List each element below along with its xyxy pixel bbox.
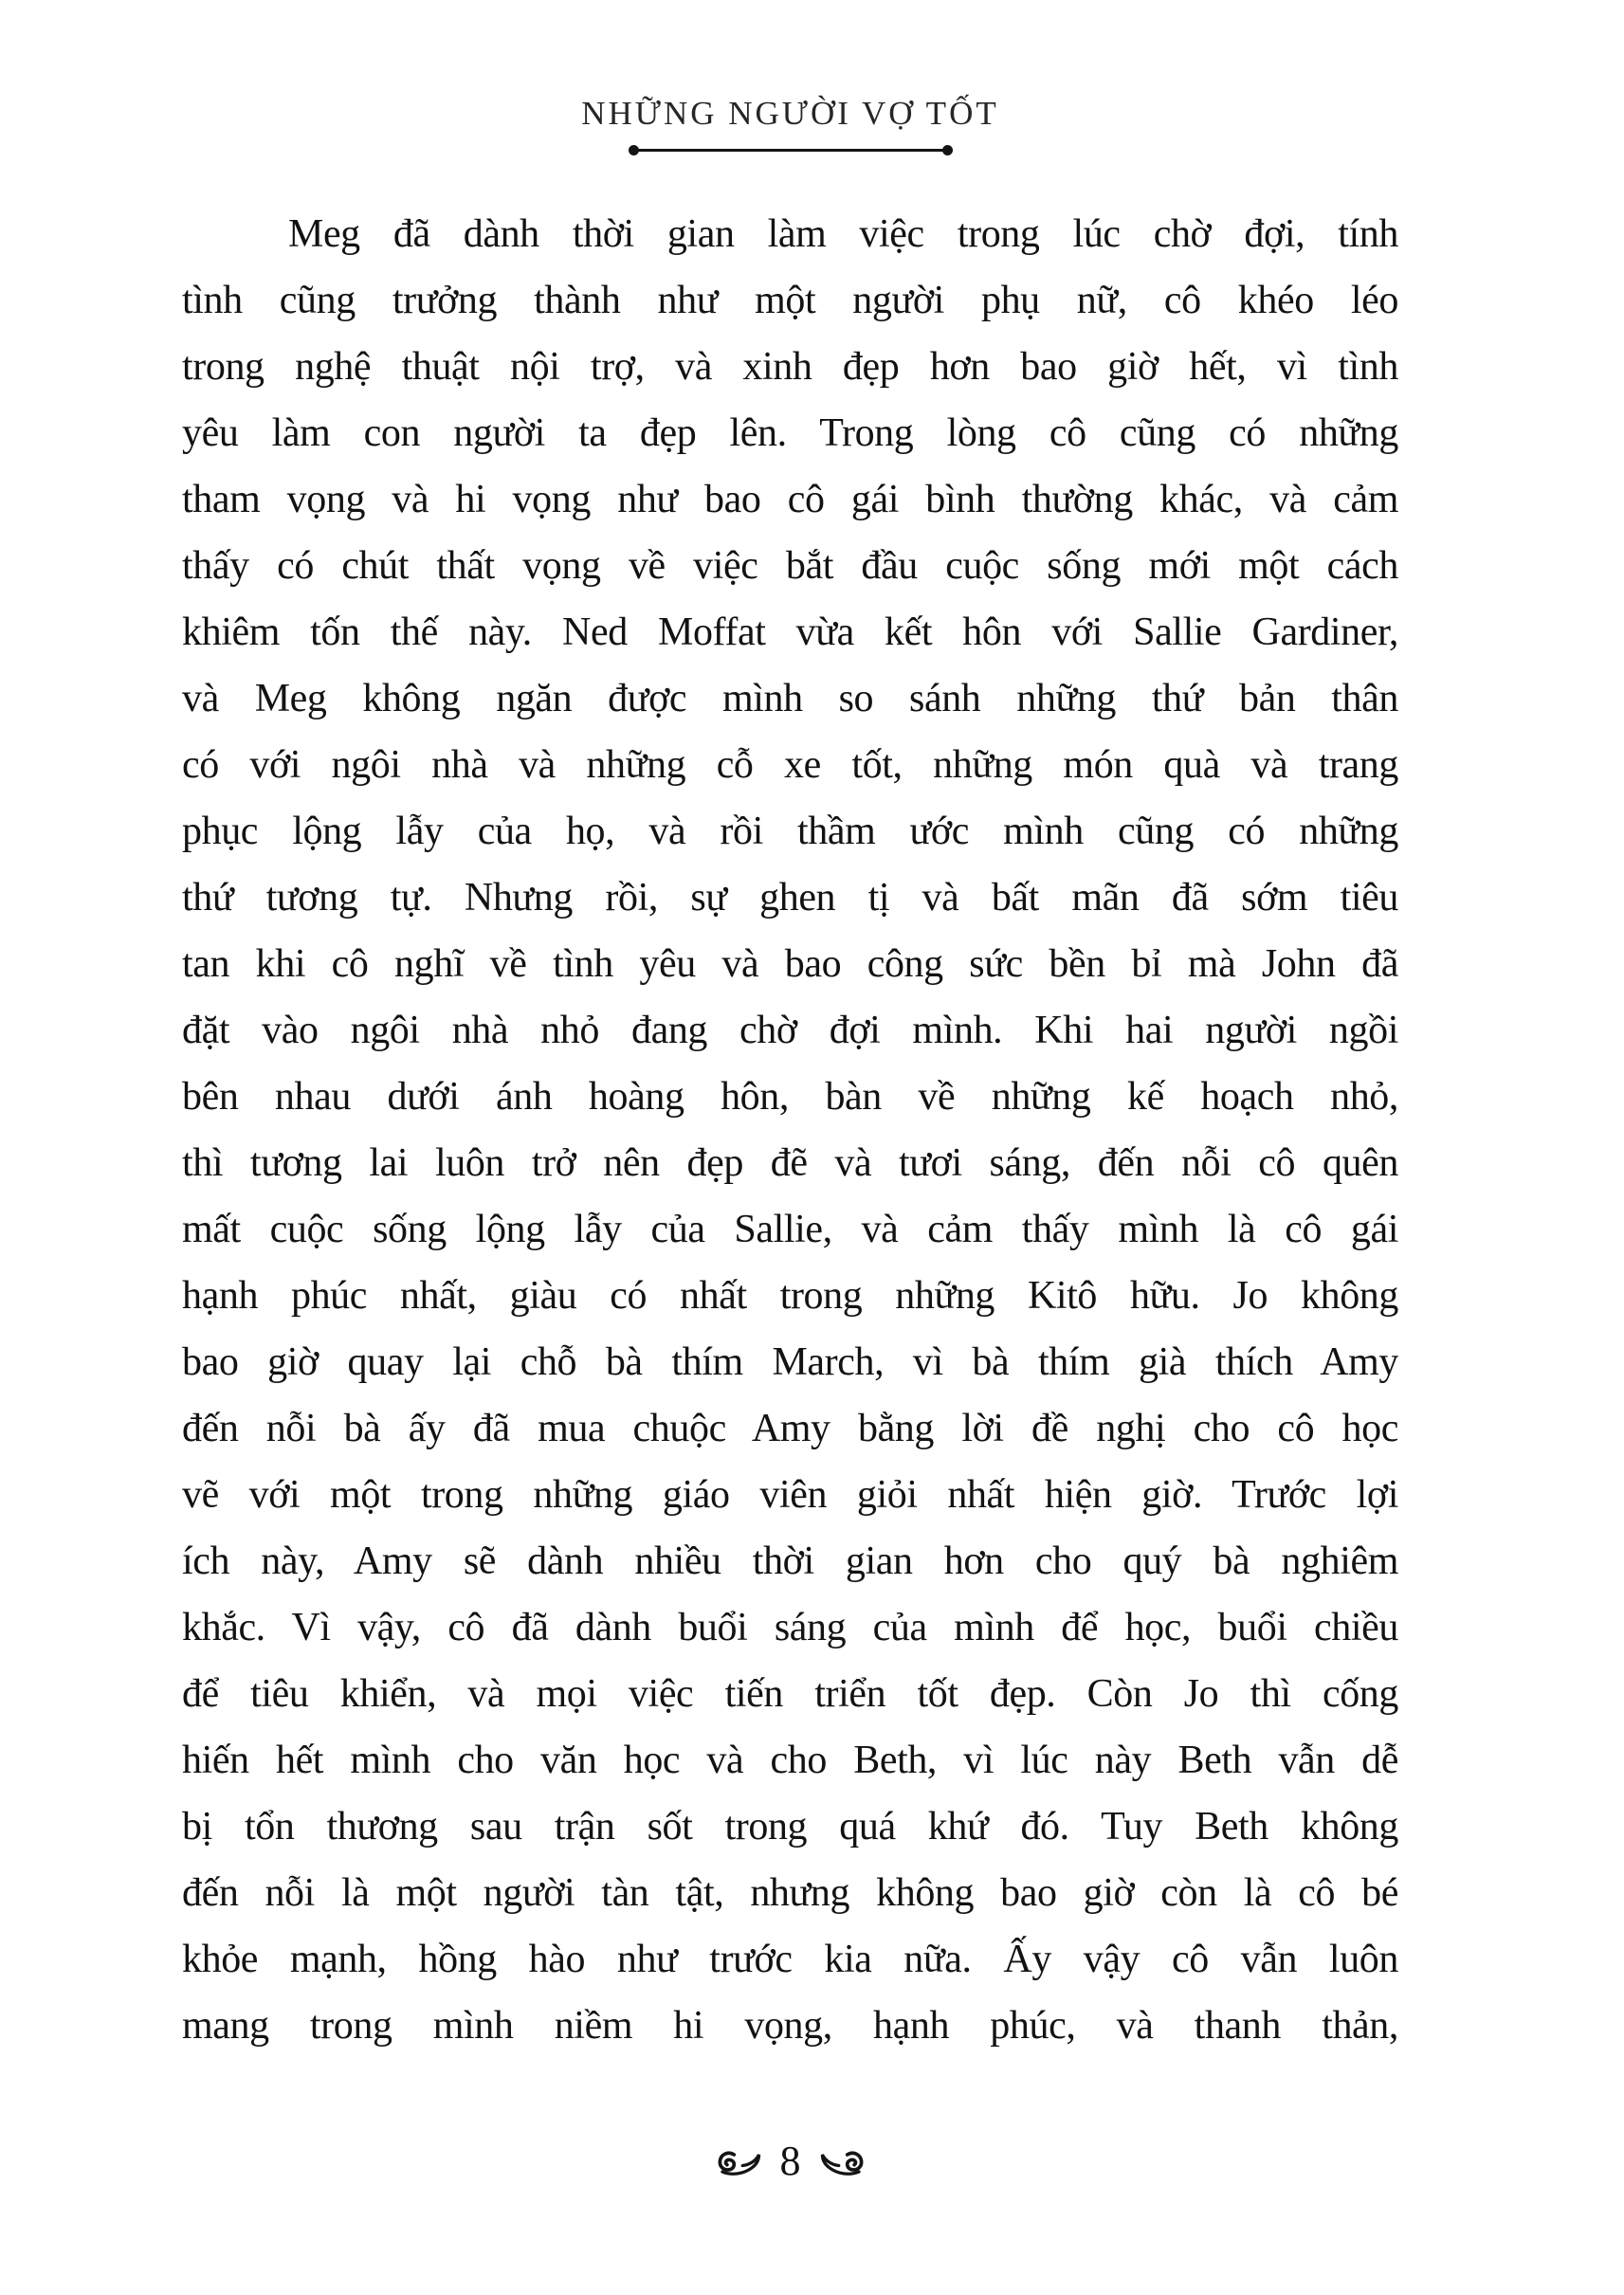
text-line: thấy có chút thất vọng về việc bắt đầu cuộc sống mới một cách	[182, 544, 1398, 588]
text-line: bên nhau dưới ánh hoàng hôn, bàn về những kế hoạch nhỏ,	[182, 1075, 1398, 1119]
text-line: đặt vào ngôi nhà nhỏ đang chờ đợi mình. Khi hai người ngồi	[182, 1009, 1398, 1052]
text-line: và Meg không ngăn được mình so sánh những thứ bản thân	[182, 677, 1398, 720]
text-line: đến nỗi bà ấy đã mua chuộc Amy bằng lời đề nghị cho cô học	[182, 1407, 1398, 1450]
text-line: phục lộng lẫy của họ, và rồi thầm ước mình cũng có những	[182, 810, 1398, 853]
rule-dot-right	[942, 145, 953, 155]
text-line: tình cũng trưởng thành như một người phụ nữ, cô khéo léo	[182, 279, 1398, 322]
text-line: thứ tương tự. Nhưng rồi, sự ghen tị và bất mãn đã sớm tiêu	[182, 876, 1398, 920]
header-rule	[629, 145, 953, 155]
rule-bar	[637, 149, 944, 152]
text-line: ích này, Amy sẽ dành nhiều thời gian hơn cho quý bà nghiêm	[182, 1539, 1398, 1583]
text-line: vẽ với một trong những giáo viên giỏi nhất hiện giờ. Trước lợi	[182, 1473, 1398, 1517]
text-line: để tiêu khiển, và mọi việc tiến triển tốt đẹp. Còn Jo thì cống	[182, 1672, 1398, 1716]
fleuron-right-icon	[820, 2148, 864, 2178]
text-line: đến nỗi là một người tàn tật, nhưng không bao giờ còn là cô bé	[182, 1871, 1398, 1915]
text-line: tan khi cô nghĩ về tình yêu và bao công sức bền bỉ mà John đã	[182, 942, 1398, 986]
text-line: bao giờ quay lại chỗ bà thím March, vì bà thím già thích Amy	[182, 1340, 1398, 1384]
text-line: trong nghệ thuật nội trợ, và xinh đẹp hơn bao giờ hết, vì tình	[182, 345, 1398, 389]
text-line: hiến hết mình cho văn học và cho Beth, vì lúc này Beth vẫn dễ	[182, 1739, 1398, 1782]
page-footer	[182, 2140, 1398, 2186]
text-line: bị tổn thương sau trận sốt trong quá khứ đó. Tuy Beth không	[182, 1805, 1398, 1849]
fleuron-left-icon	[718, 2148, 761, 2178]
text-line: có với ngôi nhà và những cỗ xe tốt, những món quà và trang	[182, 743, 1398, 787]
text-line: Meg đã dành thời gian làm việc trong lúc chờ đợi, tính	[288, 212, 1398, 256]
page-header	[182, 95, 1398, 155]
text-line: khắc. Vì vậy, cô đã dành buổi sáng của mình để học, buổi chiều	[182, 1606, 1398, 1649]
text-line: tham vọng và hi vọng như bao cô gái bình thường khác, và cảm	[182, 478, 1398, 521]
text-line: thì tương lai luôn trở nên đẹp đẽ và tươi sáng, đến nỗi cô quên	[182, 1141, 1398, 1185]
text-line: yêu làm con người ta đẹp lên. Trong lòng cô cũng có những	[182, 411, 1398, 455]
text-line: khiêm tốn thế này. Ned Moffat vừa kết hôn với Sallie Gardiner,	[182, 610, 1398, 654]
text-line: khỏe mạnh, hồng hào như trước kia nữa. Ấy vậy cô vẫn luôn	[182, 1938, 1398, 1981]
page-number: 8	[779, 2138, 801, 2184]
text-line: hạnh phúc nhất, giàu có nhất trong những Kitô hữu. Jo không	[182, 1274, 1398, 1318]
text-line: mất cuộc sống lộng lẫy của Sallie, và cảm thấy mình là cô gái	[182, 1208, 1398, 1251]
paragraph	[182, 201, 1398, 2059]
running-head-title: NHỮNG NGƯỜI VỢ TỐT	[581, 95, 999, 132]
text-line: mang trong mình niềm hi vọng, hạnh phúc, và thanh thản,	[182, 2004, 1398, 2048]
